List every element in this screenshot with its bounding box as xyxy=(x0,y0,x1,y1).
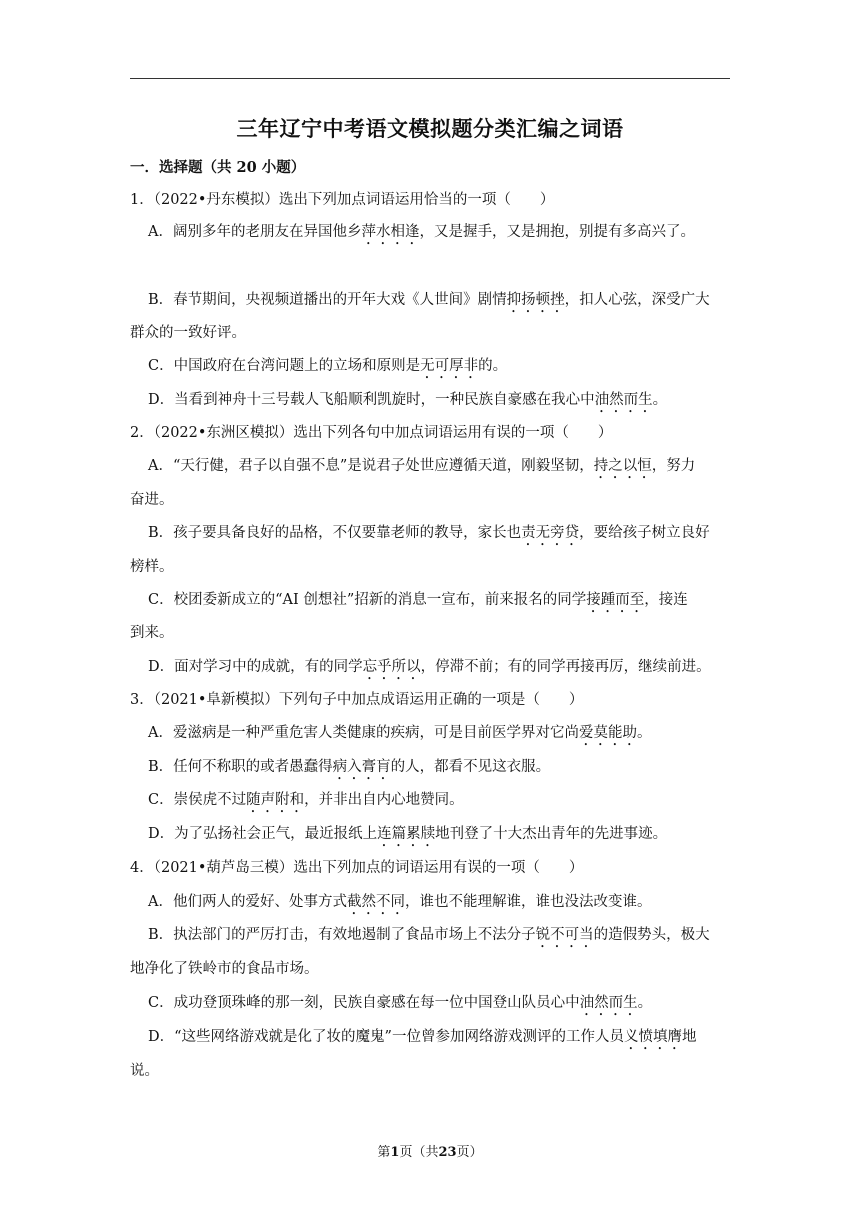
emphasized-term: 接踵而至 xyxy=(586,592,645,608)
emphasized-term: 爱莫能助 xyxy=(578,725,637,741)
option-line-cont: 群众的一致好评。 xyxy=(130,325,246,341)
emphasized-term: 萍水相逢 xyxy=(361,224,420,240)
option-line: C．校团委新成立的“AI 创想社”招新的消息一宣布，前来报名的同学接踵而至，接连 xyxy=(148,592,688,608)
question-stem: 2．（2022•东洲区模拟）选出下列各句中加点词语运用有误的一项（ ） xyxy=(130,425,613,441)
header-rule xyxy=(130,78,730,79)
section-heading: 一．选择题（共 20 小题） xyxy=(130,159,306,176)
option-line-cont: 地净化了铁岭市的食品市场。 xyxy=(130,961,319,977)
emphasized-term: 责无旁贷 xyxy=(521,525,580,541)
emphasized-term: 油然而生 xyxy=(594,392,653,408)
emphasized-term: 忘乎所以 xyxy=(362,659,421,675)
option-line: C．崇侯虎不过随声附和，并非出自内心地赞同。 xyxy=(148,792,464,808)
emphasized-term: 随声附和 xyxy=(246,792,305,808)
option-line: C．中国政府在台湾问题上的立场和原则是无可厚非的。 xyxy=(148,358,508,374)
option-line: A．爱滋病是一种严重危害人类健康的疾病，可是目前医学界对它尚爱莫能助。 xyxy=(148,725,652,741)
page-number: 1 xyxy=(390,1145,400,1160)
option-line: B．任何不称职的或者愚蠢得病入膏肓的人，都看不见这衣服。 xyxy=(148,759,551,775)
emphasized-term: 病入膏肓 xyxy=(332,759,391,775)
question-stem: 4．（2021•葫芦岛三模）选出下列加点的词语运用有误的一项（ ） xyxy=(130,860,584,876)
option-line: A．他们两人的爱好、处事方式截然不同，谁也不能理解谁，谁也没法改变谁。 xyxy=(148,894,652,910)
emphasized-term: 义愤填膺 xyxy=(623,1029,682,1045)
total-pages: 23 xyxy=(438,1145,457,1160)
option-line: B．执法部门的严厉打击，有效地遏制了食品市场上不法分子锐不可当的造假势头，极大 xyxy=(148,927,710,943)
emphasized-term: 油然而生 xyxy=(579,995,638,1011)
option-line: D．面对学习中的成就，有的同学忘乎所以，停滞不前；有的同学再接再厉，继续前进。 xyxy=(148,659,711,675)
question-stem: 3．（2021•阜新模拟）下列句子中加点成语运用正确的一项是（ ） xyxy=(130,692,584,708)
option-line: B．孩子要具备良好的品格，不仅要靠老师的教导，家长也责无旁贷，要给孩子树立良好 xyxy=(148,525,710,541)
option-line: C．成功登顶珠峰的那一刻，民族自豪感在每一位中国登山队员心中油然而生。 xyxy=(148,995,653,1011)
option-line: A．阔别多年的老朋友在异国他乡萍水相逢，又是握手，又是拥抱，别提有多高兴了。 xyxy=(148,224,695,240)
option-line: B．春节期间，央视频道播出的开年大戏《人世间》剧情抑扬顿挫，扣人心弦，深受广大 xyxy=(148,292,710,308)
option-line-cont: 榜样。 xyxy=(130,559,174,575)
emphasized-term: 连篇累牍 xyxy=(377,826,436,842)
emphasized-term: 持之以恒 xyxy=(593,458,652,474)
option-line-cont: 奋进。 xyxy=(130,492,174,508)
option-line-cont: 到来。 xyxy=(130,625,174,641)
option-line: D．为了弘扬社会正气，最近报纸上连篇累牍地刊登了十大杰出青年的先进事迹。 xyxy=(148,826,668,842)
emphasized-term: 截然不同 xyxy=(346,894,405,910)
emphasized-term: 锐不可当 xyxy=(535,927,594,943)
emphasized-term: 无可厚非 xyxy=(420,358,479,374)
option-line: D．“这些网络游戏就是化了妆的魔鬼”一位曾参加网络游戏测评的工作人员义愤填膺地 xyxy=(148,1029,697,1045)
question-stem: 1．（2022•丹东模拟）选出下列加点词语运用恰当的一项（ ） xyxy=(130,192,555,208)
option-line: A．“天行健，君子以自强不息”是说君子处世应遵循天道，刚毅坚韧，持之以恒，努力 xyxy=(148,458,696,474)
emphasized-term: 抑扬顿挫 xyxy=(506,292,565,308)
page-footer: 第1页（共23页） xyxy=(377,1145,483,1160)
option-line-cont: 说。 xyxy=(130,1063,159,1079)
page-title: 三年辽宁中考语文模拟题分类汇编之词语 xyxy=(236,116,624,141)
option-line: D．当看到神舟十三号载人飞船顺利凯旋时，一种民族自豪感在我心中油然而生。 xyxy=(148,392,668,408)
